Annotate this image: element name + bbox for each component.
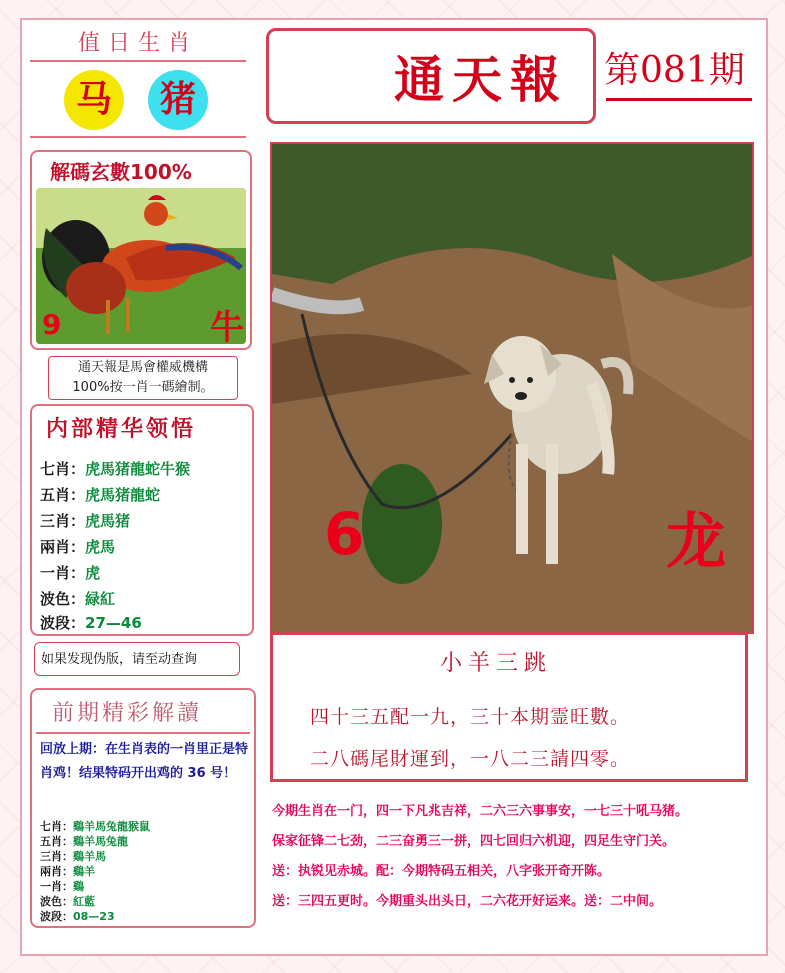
row-key: 一肖：: [40, 880, 73, 893]
essence-row: [40, 510, 130, 531]
essence-row: [40, 612, 142, 633]
row-value: 虎馬猪龍蛇牛猴: [85, 460, 191, 478]
row-value: 鷄羊: [73, 865, 95, 878]
row-value: 緑紅: [85, 590, 116, 608]
previous-row: [40, 818, 150, 834]
row-value: 鷄羊馬兔龍: [73, 835, 128, 848]
decode-title: 解碼玄數100%: [50, 160, 192, 184]
row-key: 七肖：: [40, 460, 86, 478]
riddle-line: 今期生肖在一门，四一下凡兆吉祥，二六三六事事安，一七三十吼马猪。: [272, 804, 689, 819]
row-key: 波色：: [40, 590, 86, 608]
poem-line: 四十三五配一九，三十本期霊旺數。: [310, 706, 631, 728]
row-value: 鷄羊馬: [73, 850, 106, 863]
authority-note-line-1: 通天報是馬會權威機構: [77, 360, 208, 375]
row-key: 一肖：: [40, 564, 86, 582]
row-key: 波段：: [40, 614, 86, 632]
previous-row: [40, 848, 106, 864]
riddle-line: 保家征锋二七劲，二三奋勇三一拼，四七回归六机迎，四足生守门关。: [272, 834, 676, 849]
previous-row: [40, 878, 84, 894]
decode-number: 9: [42, 308, 62, 341]
poem-title: 小羊三跳: [440, 651, 553, 676]
row-value: 鷄羊馬兔龍猴鼠: [73, 820, 150, 833]
row-key: 五肖：: [40, 835, 73, 848]
row-key: 波段：: [40, 910, 73, 923]
zodiac-sign-horse: 马: [64, 70, 124, 130]
issue-underline: [606, 98, 752, 101]
row-value: 27—46: [85, 614, 142, 632]
issue-number: 第081期: [604, 50, 745, 91]
photo-zodiac: 龙: [666, 507, 726, 577]
previous-title: 前期精彩解讀: [52, 701, 203, 726]
essence-title: 内部精华领悟: [46, 417, 197, 442]
previous-row: [40, 833, 128, 849]
row-key: 兩肖：: [40, 865, 73, 878]
essence-row: [40, 458, 190, 479]
row-key: 三肖：: [40, 512, 86, 530]
row-key: 七肖：: [40, 820, 73, 833]
divider: [30, 136, 246, 138]
essence-row: [40, 484, 160, 505]
authority-note-line-2: 100%按一肖一碼繪制。: [72, 380, 214, 395]
row-value: 08—23: [73, 910, 115, 923]
essence-row: [40, 588, 115, 609]
counterfeit-note: 如果发现伪版，请至动查询: [34, 642, 240, 676]
newspaper-title: 通天報: [394, 50, 568, 109]
zodiac-sign-pig: 猪: [148, 70, 208, 130]
row-value: 虎馬: [85, 538, 116, 556]
photo-number: 6: [324, 500, 365, 568]
riddle-line: 送：三四五更时。今期重头出头日，二六花开好运来。送：二中间。: [272, 894, 663, 909]
row-key: 五肖：: [40, 486, 86, 504]
row-key: 兩肖：: [40, 538, 86, 556]
essence-row: [40, 562, 100, 583]
poem-line: 二八碼尾財運到，一八二三請四零。: [310, 748, 631, 770]
essence-row: [40, 536, 115, 557]
authority-note: [48, 356, 238, 400]
row-key: 波色：: [40, 895, 73, 908]
row-value: 虎馬猪龍蛇: [85, 486, 161, 504]
row-value: 虎馬猪: [85, 512, 131, 530]
zodiac-title: 值日生肖: [30, 26, 246, 62]
row-value: 紅藍: [73, 895, 95, 908]
previous-row: [40, 893, 95, 909]
divider: [36, 732, 250, 734]
row-key: 三肖：: [40, 850, 73, 863]
previous-row: [40, 908, 115, 924]
previous-recap: 回放上期：在生肖表的一肖里正是特肖鸡！结果特码开出鸡的 36 号！: [40, 742, 249, 781]
decode-zodiac: 牛: [210, 308, 244, 348]
riddle-line: 送：执锐见赤城。配：今期特码五相关，八字张开奇开陈。: [272, 864, 611, 879]
previous-row: [40, 863, 95, 879]
row-value: 鷄: [73, 880, 84, 893]
row-value: 虎: [85, 564, 101, 582]
